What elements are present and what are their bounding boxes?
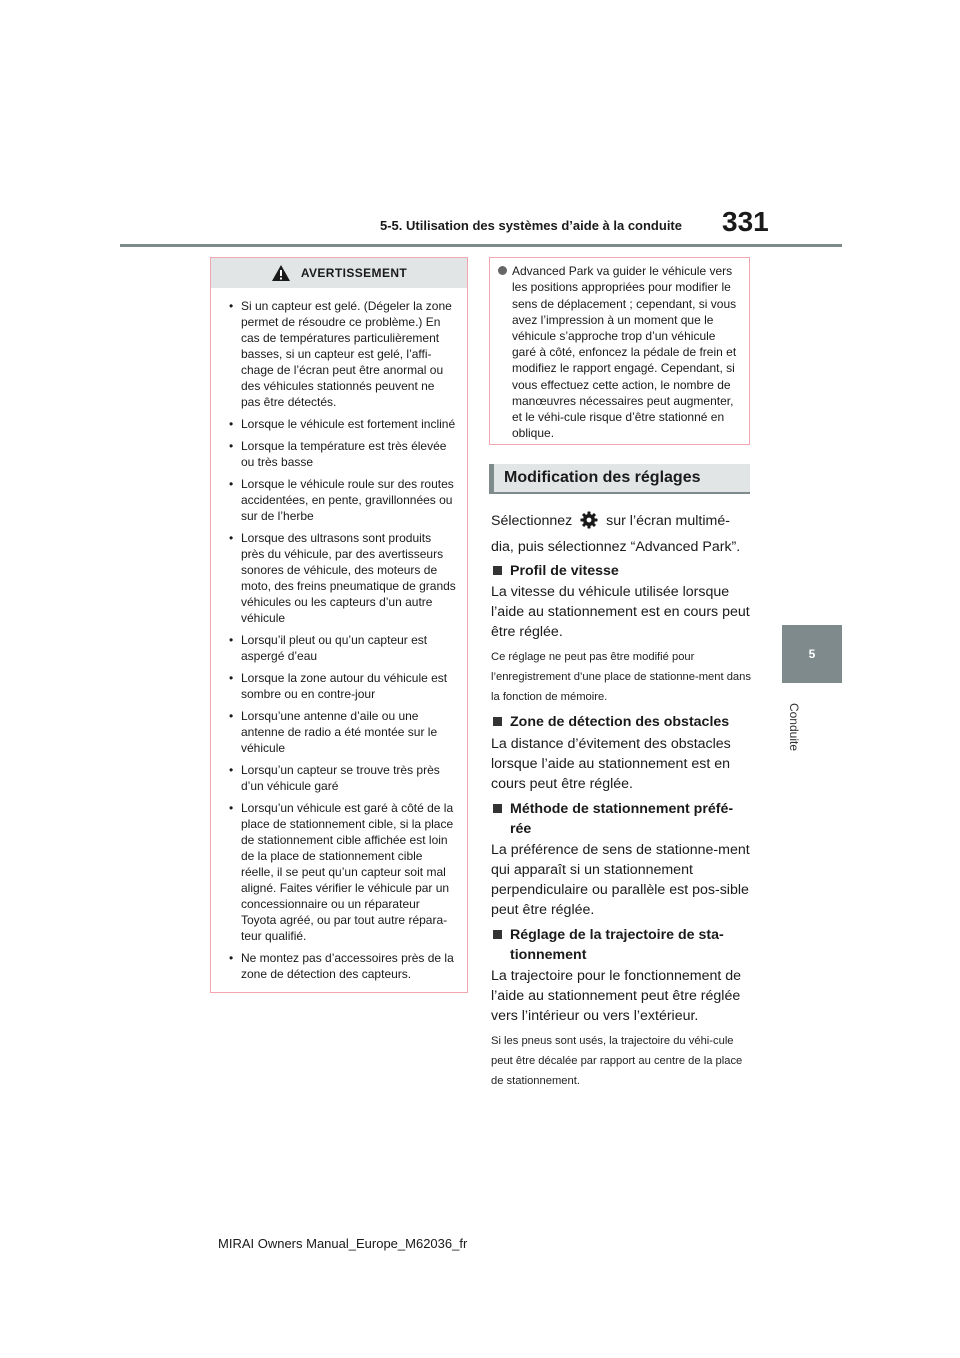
warning-title: AVERTISSEMENT <box>300 266 408 280</box>
round-bullet-icon <box>498 266 507 275</box>
square-bullet-icon <box>493 930 502 939</box>
item-note: Si les pneus sont usés, la trajectoire du véhi-cule peut être décalée par rapport au centre de la place de stationnement. <box>491 1035 743 1087</box>
subheading-parking-method <box>491 799 751 839</box>
footer-text: MIRAI Owners Manual_Europe_M62036_fr <box>218 1236 468 1251</box>
subheading-label: Profil de vitesse <box>510 563 619 579</box>
subheading-speed-profile <box>491 561 751 581</box>
warning-list <box>211 288 467 982</box>
chapter-number-tab: 5 <box>782 625 842 683</box>
warning-item: • Lorsqu’une antenne d’aile ou une antenne de radio a été montée sur le véhicule <box>227 708 457 756</box>
square-bullet-icon <box>493 804 502 813</box>
warning-item: • Lorsque le véhicule est fortement incliné <box>227 416 457 432</box>
warning-header <box>211 258 467 288</box>
intro-after-icon: sur l’écran multimé- <box>606 513 730 529</box>
section-heading: Modification des réglages <box>489 464 750 494</box>
subheading-label: Réglage de la trajectoire de sta-tionnement <box>510 927 724 963</box>
warning-item: • Ne montez pas d’accessoires près de la zone de détection des capteurs. <box>227 950 457 982</box>
subheading-obstacle-zone <box>491 712 751 732</box>
warning-item: • Lorsque la température est très élevée ou très basse <box>227 438 457 470</box>
warning-triangle-icon <box>271 264 291 282</box>
intro-line-1 <box>491 511 751 535</box>
item-text: La distance d’évitement des obstacles lorsque l’aide au stationnement est en cours peut être réglée. <box>491 736 731 792</box>
warning-item: • Lorsque des ultrasons sont produits près du véhicule, par des avertisseurs sonores de véhicule, des moteurs de moto, des freins pneumatique de grands véhicules ou les capteurs d’un autre véhicule <box>227 530 457 626</box>
item-text: La préférence de sens de stationne-ment qui apparaît si un stationnement perpendiculaire ou parallèle est pos-sible peut être réglée. <box>491 842 750 918</box>
warning-item: • Lorsque le véhicule roule sur des routes accidentées, en pente, gravillonnées ou sur de l’herbe <box>227 476 457 524</box>
page-number: 331 <box>722 206 769 237</box>
chapter-name-label: Conduite <box>787 702 801 752</box>
note-box <box>489 257 750 445</box>
note-text: Advanced Park va guider le véhicule vers les positions appropriées pour modifier le sens de déplacement ; cependant, si vous avez l’impression à un moment que le véhicule s’approche trop d’un véhicule garé à côté, enfoncez la pédale de frein et modifiez le rapport engagé. Cependant, si vous effectuez cette action, le nombre de manœuvres nécessaires peut augmenter, et le véhi-cule risque d’être stationné en oblique. <box>512 264 737 441</box>
section-title: 5-5. Utilisation des systèmes d’aide à la conduite <box>380 218 682 233</box>
warning-item: • Si un capteur est gelé. (Dégeler la zone permet de résoudre ce problème.) En cas de températures particulièrement basses, si un capteur est gelé, l’affi-chage de l’écran peut être anormal ou des véhicules stationnés peuvent ne pas être détectés. <box>227 298 457 410</box>
intro-before-icon: Sélectionnez <box>491 513 573 529</box>
subheading-label: Méthode de stationnement préfé-rée <box>510 801 734 837</box>
subheading-trajectory <box>491 925 751 965</box>
warning-item: • Lorsqu’un capteur se trouve très près d’un véhicule garé <box>227 762 457 794</box>
item-text: La trajectoire pour le fonctionnement de l’aide au stationnement peut être réglée vers l’intérieur ou vers l’extérieur. <box>491 968 742 1024</box>
intro-line-2: dia, puis sélectionnez “Advanced Park”. <box>491 539 741 555</box>
warning-item: • Lorsqu’un véhicule est garé à côté de la place de stationnement cible, si la place de stationnement cible affichée est loin de la place de stationnement cible réelle, il se peut qu’un capteur soit mal aligné. Faites vérifier le véhicule par un concessionnaire ou un réparateur Toyota agréé, ou par tout autre répara-teur qualifié. <box>227 800 457 944</box>
square-bullet-icon <box>493 717 502 726</box>
warning-item: • Lorsqu’il pleut ou qu’un capteur est aspergé d’eau <box>227 632 457 664</box>
warning-item: • Lorsque la zone autour du véhicule est sombre ou en contre-jour <box>227 670 457 702</box>
chapter-name <box>785 696 803 766</box>
item-note: Ce réglage ne peut pas être modifié pour l’enregistrement d’une place de stationne-ment dans la fonction de mémoire. <box>491 651 751 703</box>
gear-icon <box>580 511 598 535</box>
warning-box <box>210 257 468 993</box>
subheading-label: Zone de détection des obstacles <box>510 714 730 730</box>
header-divider <box>120 244 842 247</box>
item-text: La vitesse du véhicule utilisée lorsque l’aide au stationnement est en cours peut être réglée. <box>491 584 750 640</box>
square-bullet-icon <box>493 566 502 575</box>
